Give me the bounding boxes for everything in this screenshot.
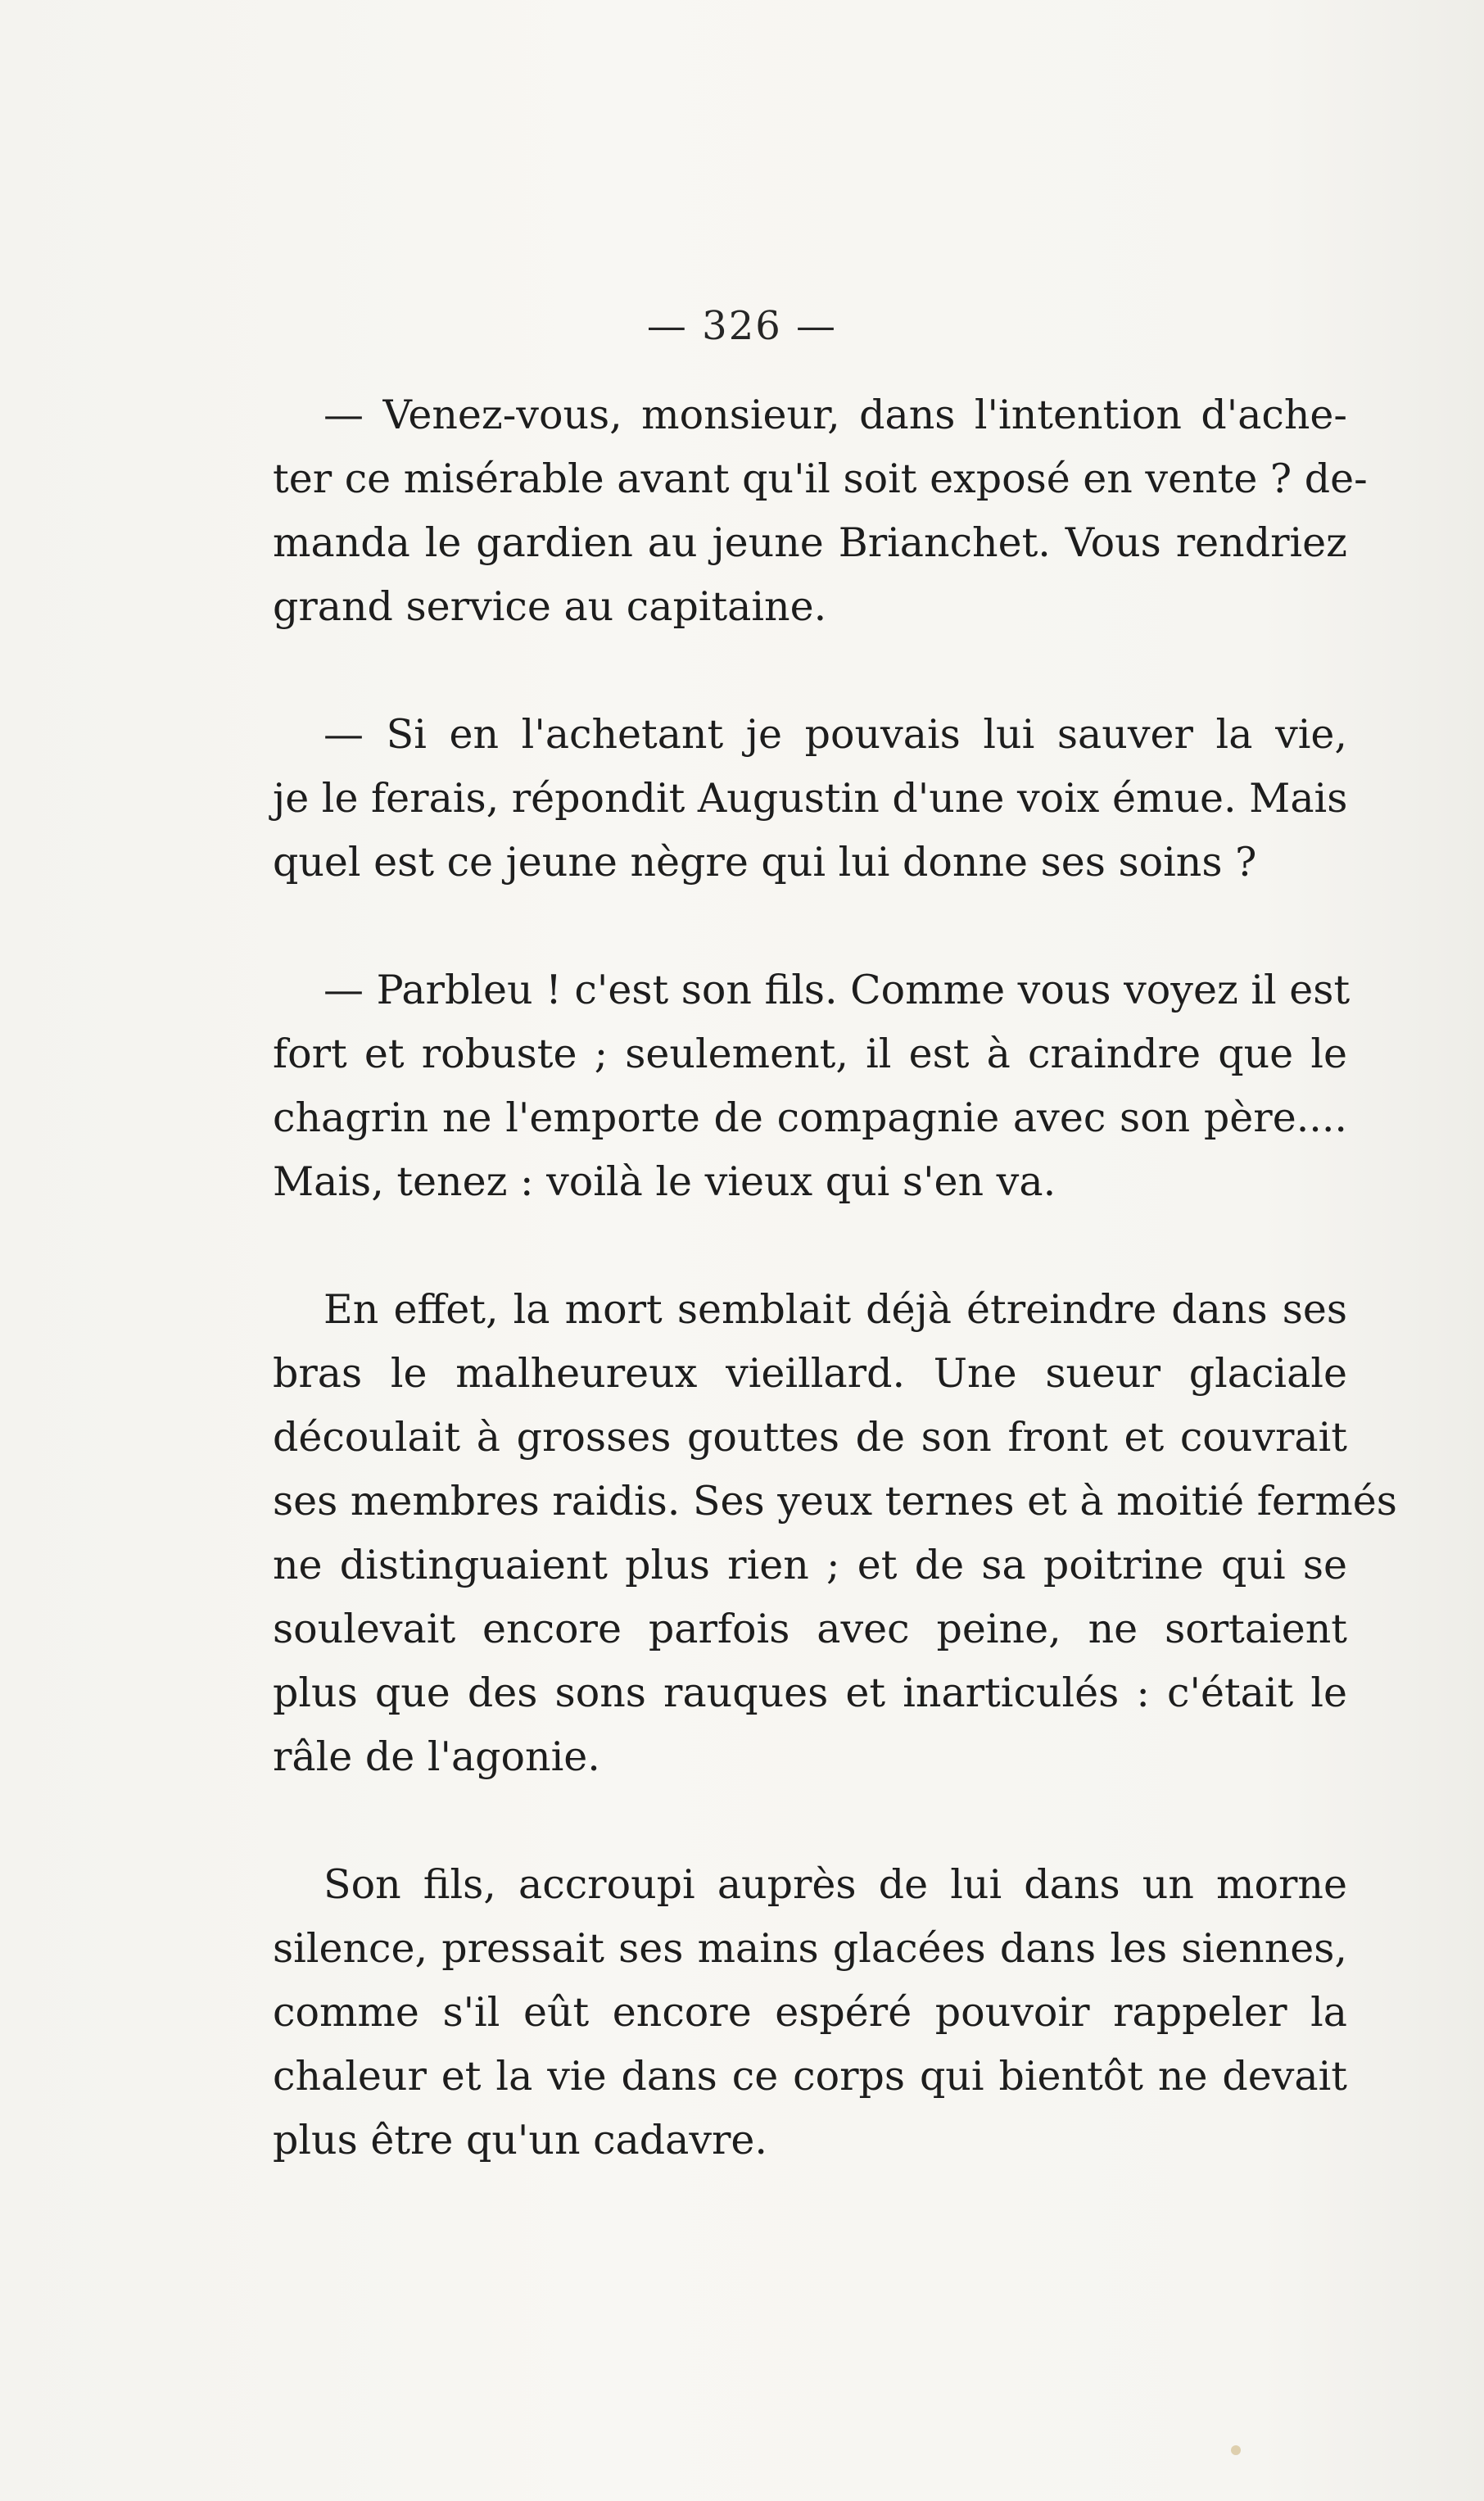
text-line: Mais, tenez : voilà le vieux qui s'en va.	[273, 1158, 1056, 1205]
paragraph	[273, 703, 1347, 895]
text-line: — Parbleu ! c'est son fils. Comme vous voyez il est	[323, 967, 1351, 1013]
paragraph	[273, 1853, 1347, 2173]
text-line: bras le malheureux vieillard. Une sueur glaciale	[273, 1350, 1347, 1397]
paragraph	[273, 958, 1351, 1214]
text-line: grand service au capitaine.	[273, 583, 827, 630]
text-line: ter ce misérable avant qu'il soit exposé en vente ? de-	[273, 455, 1368, 502]
text-line: quel est ce jeune nègre qui lui donne ses soins ?	[273, 839, 1257, 886]
text-line: je le ferais, répondit Augustin d'une voix émue. Mais	[273, 775, 1348, 822]
text-line: fort et robuste ; seulement, il est à craindre que le	[273, 1031, 1347, 1077]
paper-speck	[1231, 2445, 1241, 2455]
text-line: plus être qu'un cadavre.	[273, 2117, 768, 2163]
page-number: — 326 —	[646, 303, 838, 349]
paragraph	[273, 383, 1368, 639]
text-line: plus que des sons rauques et inarticulés : c'était le	[273, 1670, 1347, 1716]
text-line: En effet, la mort semblait déjà étreindre dans ses	[323, 1286, 1347, 1333]
text-line: chagrin ne l'emporte de compagnie avec son père....	[273, 1094, 1347, 1141]
text-line: découlait à grosses gouttes de son front et couvrait	[273, 1414, 1347, 1461]
text-line: — Venez-vous, monsieur, dans l'intention d'ache-	[323, 392, 1347, 438]
text-line: manda le gardien au jeune Brianchet. Vous rendriez	[273, 519, 1347, 566]
text-line: comme s'il eût encore espéré pouvoir rappeler la	[273, 1989, 1347, 2036]
text-line: soulevait encore parfois avec peine, ne sortaient	[273, 1606, 1347, 1652]
text-line: ses membres raidis. Ses yeux ternes et à moitié fermés	[273, 1478, 1397, 1525]
text-line: Son fils, accroupi auprès de lui dans un morne	[323, 1861, 1347, 1908]
paragraph	[273, 1278, 1397, 1789]
text-line: chaleur et la vie dans ce corps qui bientôt ne devait	[273, 2053, 1347, 2100]
text-line: — Si en l'achetant je pouvais lui sauver la vie,	[323, 711, 1347, 758]
text-line: râle de l'agonie.	[273, 1733, 600, 1780]
text-line: ne distinguaient plus rien ; et de sa poitrine qui se	[273, 1542, 1347, 1588]
body-text	[273, 383, 1397, 2173]
text-line: silence, pressait ses mains glacées dans les siennes,	[273, 1925, 1347, 1972]
